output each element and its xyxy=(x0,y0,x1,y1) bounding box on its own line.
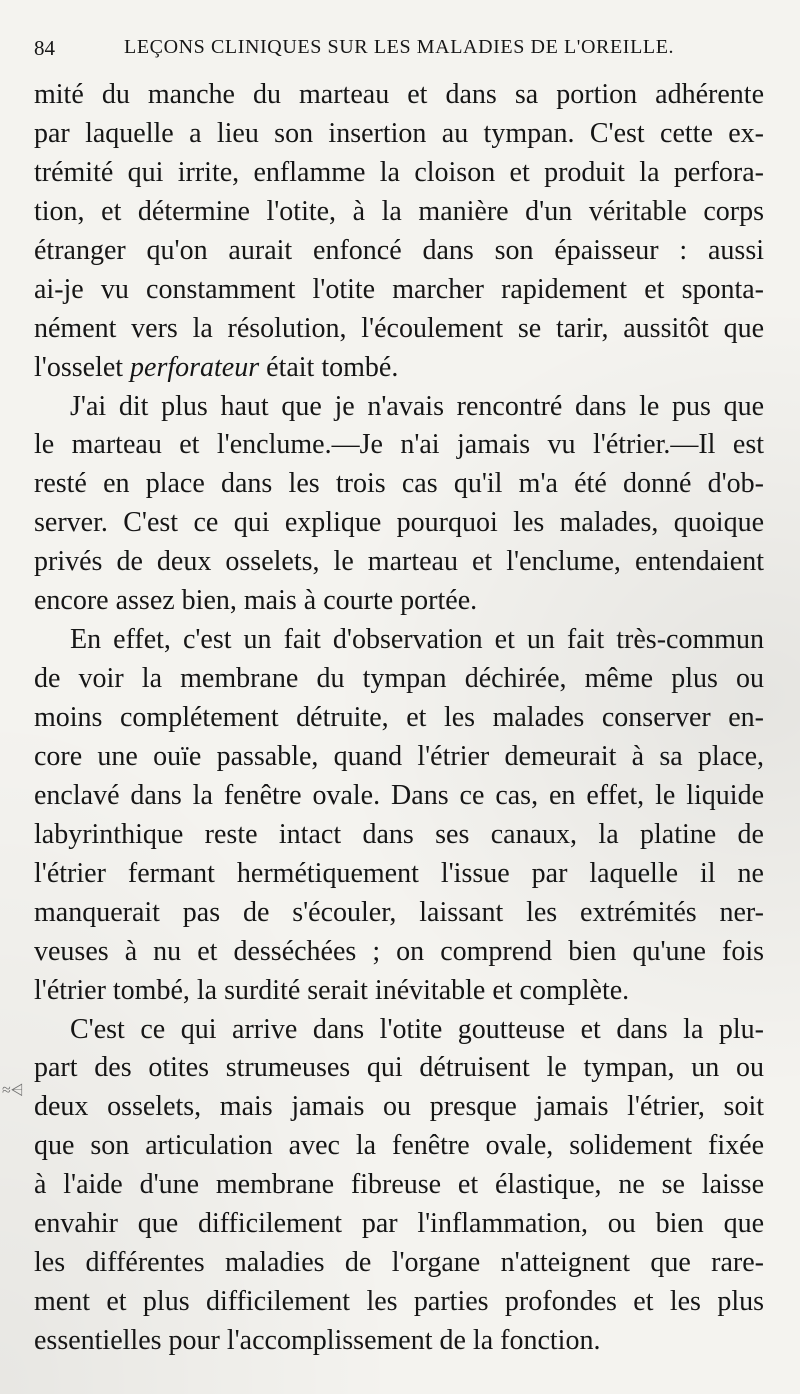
text-line: étranger qu'on aurait enfoncé dans son épaisseur : aussi xyxy=(34,234,764,266)
page-number: 84 xyxy=(34,36,55,60)
text-line: les différentes maladies de l'organe n'atteignent que rare- xyxy=(34,1247,764,1279)
text-line: deux osselets, mais jamais ou presque jamais l'étrier, soit xyxy=(34,1091,764,1123)
text-line: le marteau et l'enclume.—Je n'ai jamais vu l'étrier.—Il est xyxy=(34,429,764,461)
page-header xyxy=(34,30,764,64)
text-line: l'étrier fermant hermétiquement l'issue par laquelle il ne xyxy=(34,857,764,889)
text-line: encore assez bien, mais à courte portée. xyxy=(34,585,478,617)
text-line: que son articulation avec la fenêtre ovale, solidement fixée xyxy=(34,1130,764,1162)
text-line: core une ouïe passable, quand l'étrier demeurait à sa place, xyxy=(34,740,764,772)
body-text xyxy=(34,76,764,1361)
text-line: C'est ce qui arrive dans l'otite goutteuse et dans la plu- xyxy=(70,1013,764,1045)
text-line: labyrinthique reste intact dans ses canaux, la platine de xyxy=(34,818,764,850)
text-line: de voir la membrane du tympan déchirée, même plus ou xyxy=(34,663,764,695)
text-line: moins complétement détruite, et les malades conserver en- xyxy=(34,702,764,733)
text-line: l'osselet perforateur était tombé. xyxy=(34,351,399,383)
text-line: l'étrier tombé, la surdité serait inévitable et complète. xyxy=(34,974,630,1006)
text-line: essentielles pour l'accomplissement de la fonction. xyxy=(34,1325,601,1356)
text-line: manquerait pas de s'écouler, laissant les extrémités ner- xyxy=(34,896,764,928)
text-line: envahir que difficilement par l'inflammation, ou bien que xyxy=(34,1208,764,1240)
text-line: ai-je vu constamment l'otite marcher rapidement et sponta- xyxy=(34,273,764,305)
text-line: ment et plus difficilement les parties profondes et les plus xyxy=(34,1286,764,1318)
running-title: LEÇONS CLINIQUES SUR LES MALADIES DE L'OREILLE. xyxy=(124,36,675,58)
text-line: par laquelle a lieu son insertion au tympan. C'est cette ex- xyxy=(34,117,764,149)
text-line: J'ai dit plus haut que je n'avais rencontré dans le pus que xyxy=(70,390,764,422)
text-line: part des otites strumeuses qui détruisent le tympan, un ou xyxy=(34,1052,764,1084)
text-line: trémité qui irrite, enflamme la cloison et produit la perfora- xyxy=(34,156,764,188)
text-line: enclavé dans la fenêtre ovale. Dans ce cas, en effet, le liquide xyxy=(34,779,764,811)
text-line: resté en place dans les trois cas qu'il m'a été donné d'ob- xyxy=(34,468,764,500)
text-line: veuses à nu et desséchées ; on comprend bien qu'une fois xyxy=(34,935,764,967)
text-line: En effet, c'est un fait d'observation et un fait très-commun xyxy=(70,624,764,656)
text-line: mité du manche du marteau et dans sa portion adhérente xyxy=(34,79,764,110)
italic-word: perforateur xyxy=(130,351,260,383)
text-line: tion, et détermine l'otite, à la manière d'un véritable corps xyxy=(34,195,764,227)
text-line: nément vers la résolution, l'écoulement se tarir, aussitôt que xyxy=(34,312,764,344)
text-line: à l'aide d'une membrane fibreuse et élastique, ne se laisse xyxy=(34,1169,764,1201)
text-line: server. C'est ce qui explique pourquoi les malades, quoique xyxy=(34,507,764,539)
margin-mark: ≈⩤ xyxy=(2,1082,24,1099)
text-line: privés de deux osselets, le marteau et l'enclume, entendaient xyxy=(34,546,764,578)
